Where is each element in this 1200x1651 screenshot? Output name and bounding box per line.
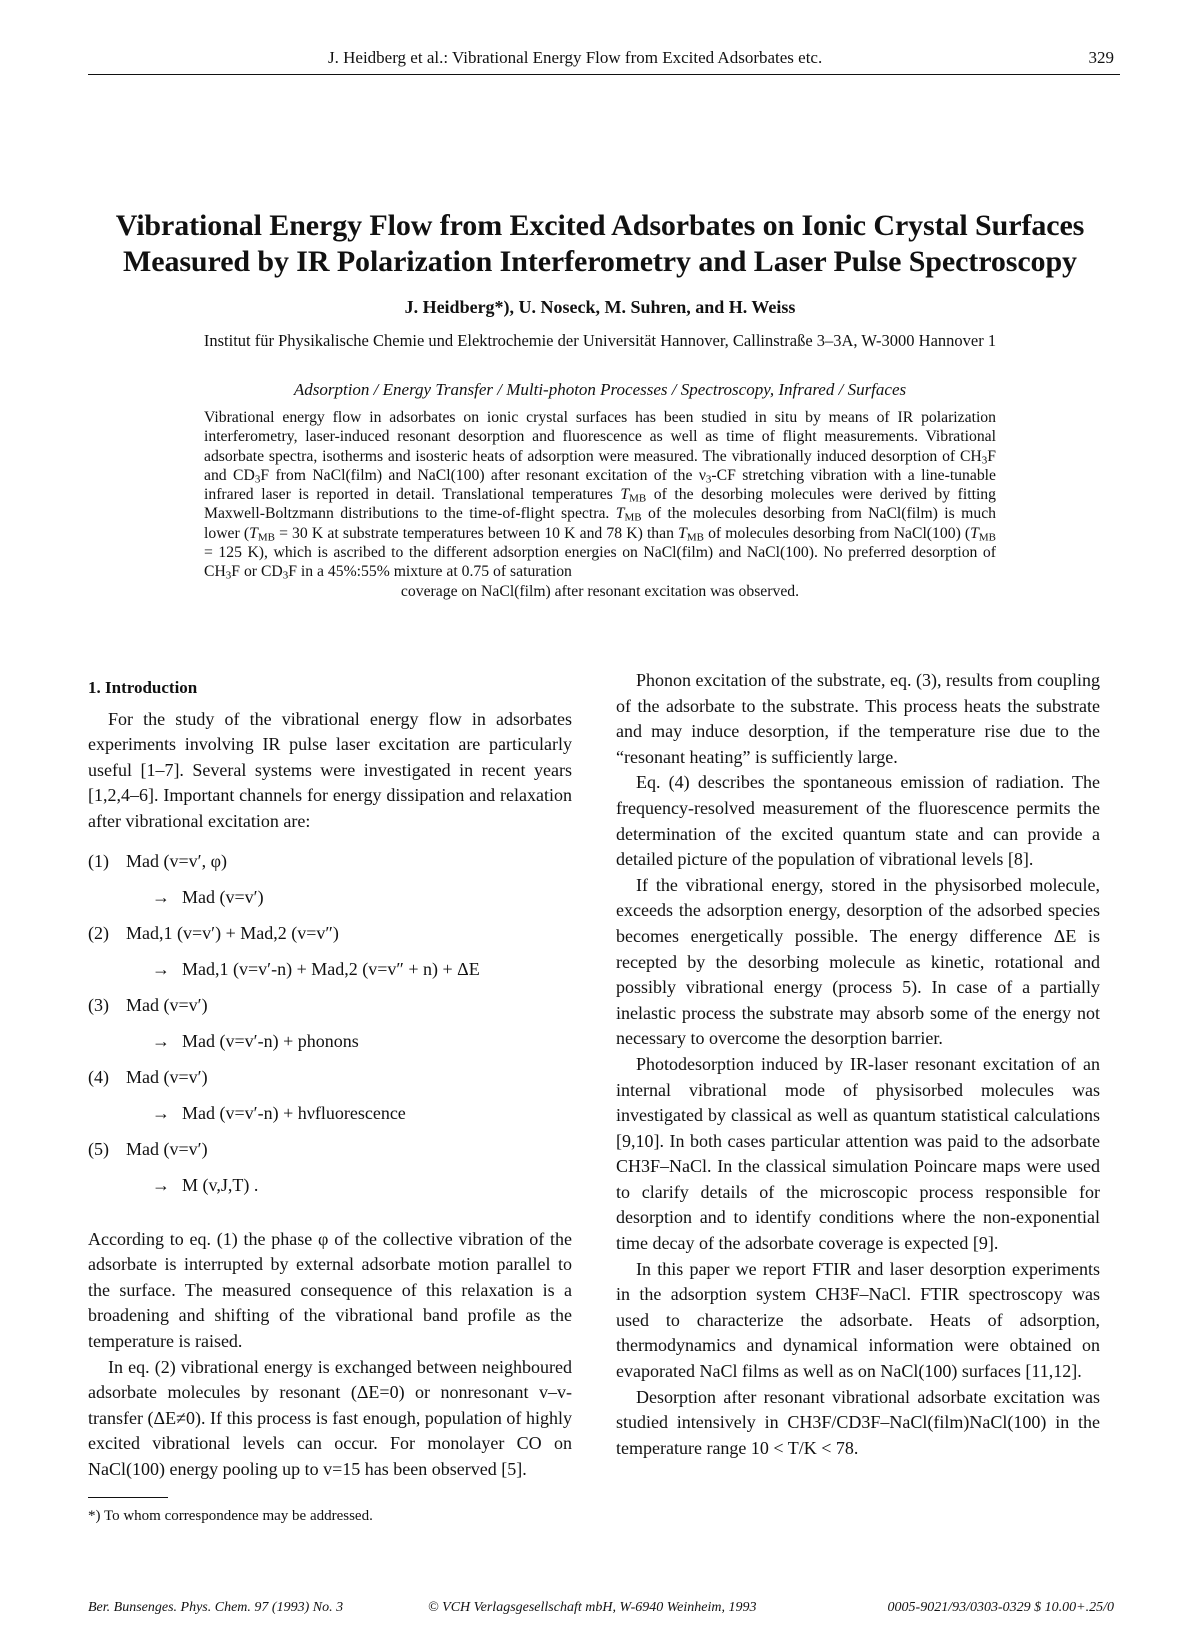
equation-5-lhs: (5) Mad (v=v′) bbox=[88, 1138, 208, 1159]
title-line-1: Vibrational Energy Flow from Excited Adsorbates on Ionic Crystal Surfaces bbox=[115, 209, 1085, 242]
arrow-icon: → bbox=[152, 1030, 170, 1051]
article-title bbox=[60, 208, 1140, 280]
section-heading-introduction: 1. Introduction bbox=[88, 678, 198, 697]
abstract-text: Vibrational energy flow in adsorbates on ionic crystal surfaces has been studied in situ by means of IR polarization interferometry, laser-induced resonant desorption and fluorescence as well as time of flight measurements. Vibrational adsorbate spectra, isotherms and isosteric heats of adsorption were measured. The vibrationally induced desorption of bbox=[204, 409, 996, 465]
equation-2-lhs: (2) Mad,1 (v=v′) + Mad,2 (v=v″) bbox=[88, 922, 339, 943]
title-line-2: Measured by IR Polarization Interferometry and Laser Pulse Spectroscopy bbox=[123, 245, 1077, 278]
publisher-copyright: © VCH Verlagsgesellschaft mbH, W-6940 Weinheim, 1993 bbox=[428, 1600, 757, 1615]
author-list: J. Heidberg*), U. Noseck, M. Suhren, and H. Weiss bbox=[404, 297, 796, 317]
abstract-text: of molecules desorbing from NaCl(100) ( bbox=[703, 524, 971, 542]
intro-paragraph-1: For the study of the vibrational energy flow in adsorbates experiments involving IR pulse laser excitation are particularly useful [1–7]. Several systems were investigated in recent years [1,2,4–6]. Important channels for energy dissipation and relaxation after vibrational excitation are: bbox=[88, 708, 572, 831]
arrow-icon: → bbox=[152, 958, 170, 979]
intro-paragraph-2: According to eq. (1) the phase φ of the collective vibration of the adsorbate is interrupted by external adsorbate motion parallel to the surface. The measured consequence of this relaxation is a broadening and shifting of the vibrational band profile as the temperature is raised. bbox=[88, 1228, 572, 1351]
equation-1-rhs: → Mad (v=v′) bbox=[88, 885, 572, 921]
formula-cd3f: $CD_3F$ bbox=[233, 466, 270, 486]
right-paragraph-1: Phonon excitation of the substrate, eq. (3), results from coupling of the adsorbate to the substrate. This process heats the substrate and may induce desorption, if the temperature rise due to the “resonant heating” is sufficiently large. bbox=[616, 670, 1100, 767]
equation-2-rhs: → Mad,1 (v=v′-n) + Mad,2 (v=v″ + n) + ΔE bbox=[88, 957, 572, 993]
symbol-tmb: T bbox=[620, 486, 630, 504]
formula-ch3f: $CH_3F$ bbox=[959, 447, 996, 467]
affiliation: Institut für Physikalische Chemie und Elektrochemie der Universität Hannover, Callinstraße 3–3A, W-3000 Hannover 1 bbox=[203, 331, 997, 350]
keywords: Adsorption / Energy Transfer / Multi-photon Processes / Spectroscopy, Infrared / Surfaces bbox=[293, 380, 907, 399]
right-paragraph-5: In this paper we report FTIR and laser desorption experiments in the adsorption system CH3F–NaCl. FTIR spectroscopy was used to characterize the adsorbate. Heats of adsorption, thermodynamics and dynamical information were obtained on evaporated NaCl films as well as on NaCl(100) surfaces [11,12]. bbox=[616, 1258, 1100, 1382]
journal-citation: Ber. Bunsenges. Phys. Chem. 97 (1993) No. 3 bbox=[88, 1600, 344, 1615]
equation-5-rhs: → M (v,J,T) . bbox=[88, 1173, 572, 1209]
abstract: Vibrational energy flow in adsorbates on ionic crystal surfaces has been studied in situ by means of IR polarization interferometry, laser-induced resonant desorption and fluorescence as well as time of flight measurements. Vibrational adsorbate spectra, isotherms and isosteric heats of adsorption were measured. The vibrationally induced desorption of $CH_3F$ and $CD_3F$ from NaCl(film) and NaCl(100) after resonant excitation of the $\nu_3-CF$ stretching vibration with a line-tunable infrared laser is reported in detail. Translational temperatures $T_{MB}$ of the desorbing molecules were derived by fitting Maxwell-Boltzmann distributions to the time-of-flight spectra. $T_{MB}$ of the molecules desorbing from NaCl(film) is much lower ($T_{MB} = 30$ K at substrate temperatures between 10 K and 78 K) than $T_{MB}$ of molecules desorbing from NaCl(100) ($T_{MB} = 125$ K), which is ascribed to the different adsorption energies on NaCl(film) and NaCl(100). No preferred desorption of $CH_3F$ or $CD_3F$ in a 45%:55% mixture at 0.75 of saturation coverage on NaCl(film) after resonant excitation was observed. bbox=[204, 409, 997, 600]
footnote: *) To whom correspondence may be addressed. bbox=[88, 1507, 373, 1524]
arrow-icon: → bbox=[152, 1102, 170, 1123]
abstract-text: or bbox=[240, 563, 261, 581]
right-paragraph-2: Eq. (4) describes the spontaneous emission of radiation. The frequency-resolved measurement of the fluorescence permits the determination of the excited quantum state and can provide a detailed picture of the population of vibrational levels [8]. bbox=[616, 772, 1100, 870]
arrow-icon: → bbox=[152, 886, 170, 907]
right-paragraph-4: Photodesorption induced by IR-laser resonant excitation of an internal vibrational mode of physisorbed molecules was investigated by classical as well as quantum statistical calculations [9,10]. In both cases particular attention was paid to the adsorbate CH3F–NaCl. In the classical simulation Poincare maps were used to clarify details of the microscopic process responsible for desorption and to identify conditions where the non-exponential time decay of the adsorbate coverage is expected [9]. bbox=[616, 1053, 1100, 1254]
arrow-icon: → bbox=[152, 1174, 170, 1195]
abstract-text: -CF stretching vibration with a line-tunable infrared laser is reported in detail. Translational temperatures bbox=[204, 466, 997, 504]
abstract-text: = 30 K at substrate temperatures between 10 K and 78 K) than bbox=[274, 524, 679, 542]
equation-1-lhs: (1) Mad (v=v′, φ) bbox=[88, 850, 227, 871]
abstract-text: in a 45%:55% mixture at 0.75 of saturation bbox=[296, 563, 572, 581]
article-code: 0005-9021/93/0303-0329 $ 10.00+.25/0 bbox=[887, 1600, 1114, 1615]
symbol-nu3: $\nu_3$ bbox=[698, 466, 712, 486]
equation-list bbox=[88, 849, 572, 1209]
page-number: 329 bbox=[1088, 48, 1114, 67]
abstract-text: from NaCl(film) and NaCl(100) after resonant excitation of the bbox=[269, 466, 699, 484]
equation-4-rhs: → Mad (v=v′-n) + hνfluorescence bbox=[88, 1101, 572, 1137]
running-head bbox=[88, 44, 1120, 75]
running-head-text: J. Heidberg et al.: Vibrational Energy Flow from Excited Adsorbates etc. bbox=[328, 48, 823, 67]
left-column bbox=[88, 675, 572, 1529]
intro-paragraph-3: In eq. (2) vibrational energy is exchanged between neighboured adsorbate molecules by resonant (ΔE=0) or nonresonant v–v-transfer (ΔE≠0). If this process is fast enough, population of highly excited vibrational levels can occur. For monolayer CO on NaCl(100) energy pooling up to v=15 has been observed [5]. bbox=[88, 1356, 572, 1479]
right-paragraph-3: If the vibrational energy, stored in the physisorbed molecule, exceeds the adsorption energy, desorption of the adsorbed species becomes energetically possible. The energy difference ΔE is recepted by the desorbing molecule as kinetic, rotational and possibly vibrational energy (process 5). In case of a partially inelastic process the substrate may absorb some of the energy not necessary to overcome the desorption barrier. bbox=[616, 874, 1100, 1049]
abstract-last-line: coverage on NaCl(film) after resonant excitation was observed. bbox=[400, 582, 800, 600]
right-paragraph-6: Desorption after resonant vibrational adsorbate excitation was studied intensively in CH3F/CD3F–NaCl(film)NaCl(100) in the temperature range 10 < T/K < 78. bbox=[616, 1386, 1100, 1458]
abstract-text: of the molecules desorbing from NaCl(film) is much lower ( bbox=[204, 505, 996, 542]
equation-4-lhs: (4) Mad (v=v′) bbox=[88, 1066, 208, 1087]
abstract-text: of the desorbing molecules were derived by fitting Maxwell-Boltzmann distributions to the time-of-flight spectra. bbox=[204, 486, 996, 523]
abstract-text: = 125 K), which is ascribed to the different adsorption energies on NaCl(film) and NaCl(100). No preferred desorption of bbox=[204, 544, 996, 562]
abstract-text: and bbox=[204, 466, 234, 484]
equation-3-rhs: → Mad (v=v′-n) + phonons bbox=[88, 1029, 572, 1065]
footnote-divider bbox=[88, 1497, 168, 1498]
right-column bbox=[616, 668, 1100, 1461]
equation-3-lhs: (3) Mad (v=v′) bbox=[88, 994, 208, 1015]
